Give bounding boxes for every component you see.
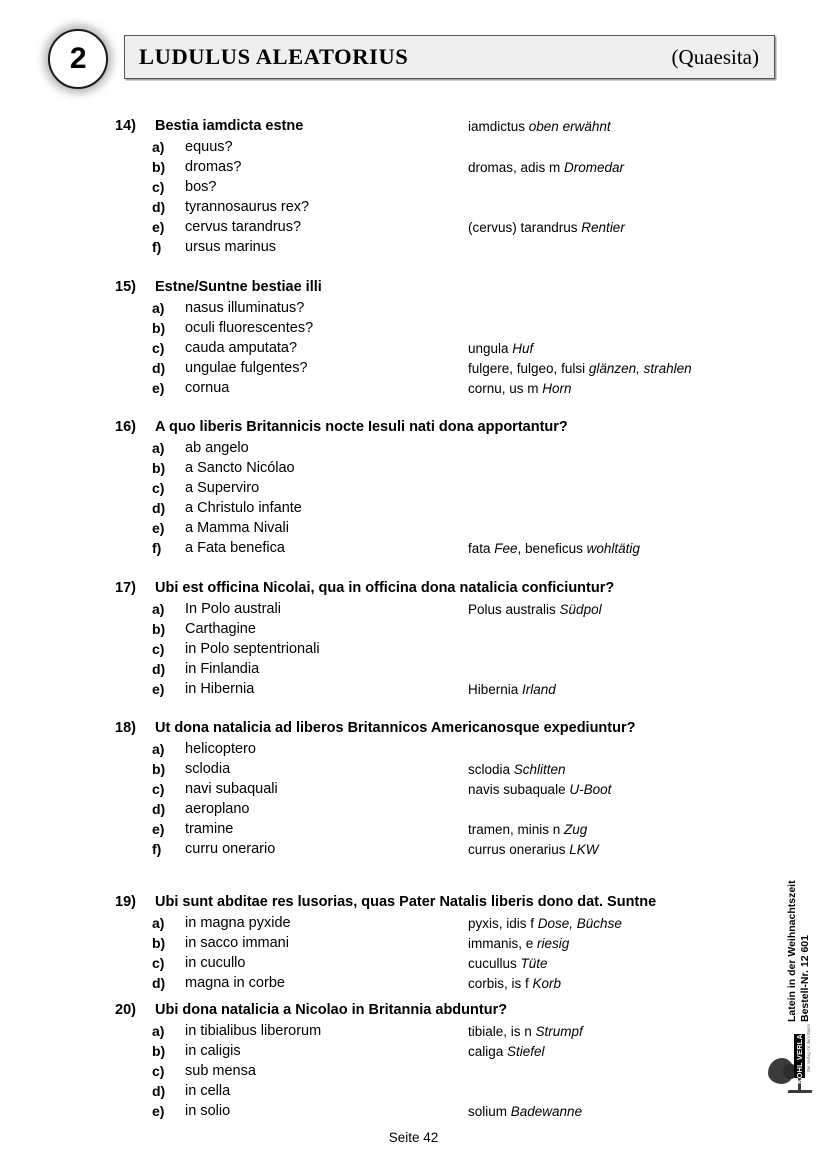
option-gloss: sclodia Schlitten	[468, 762, 566, 777]
option-text: equus?	[185, 139, 233, 155]
answer-option[interactable]	[0, 1083, 827, 1103]
option-letter: d)	[152, 801, 166, 817]
page-title: LUDULUS ALEATORIUS	[139, 44, 409, 69]
question-block	[0, 118, 827, 255]
question-number: 14)	[115, 118, 136, 134]
option-gloss: navis subaquale U-Boot	[468, 782, 612, 797]
answer-option[interactable]	[0, 320, 827, 340]
imprint-lines	[786, 872, 811, 1022]
option-text: cervus tarandrus?	[185, 219, 302, 235]
question-text: Ubi sunt abditae res lusorias, quas Pater Natalis liberis dono dat. Suntne	[155, 894, 657, 910]
question-text: Ut dona natalicia ad liberos Britannicos Americanosque expediuntur?	[155, 720, 636, 736]
imprint-title: Latein in der Weihnachtszeit	[786, 880, 798, 1022]
option-text: ungulae fulgentes?	[185, 360, 308, 376]
answer-option[interactable]	[0, 460, 827, 480]
question-number: 20)	[115, 1002, 136, 1018]
answer-option[interactable]	[0, 841, 827, 861]
option-letter: b)	[152, 935, 166, 951]
page-subtitle: (Quaesita)	[671, 44, 759, 69]
option-letter: b)	[152, 621, 166, 637]
question-number: 17)	[115, 580, 136, 596]
option-text: helicoptero	[185, 741, 256, 757]
option-letter: e)	[152, 520, 165, 536]
option-letter: c)	[152, 955, 165, 971]
chapter-badge	[48, 29, 108, 89]
option-letter: d)	[152, 199, 166, 215]
answer-option[interactable]	[0, 540, 827, 560]
option-text: aeroplano	[185, 801, 250, 817]
option-text: oculi fluorescentes?	[185, 320, 314, 336]
option-letter: c)	[152, 641, 165, 657]
answer-option[interactable]	[0, 681, 827, 701]
option-text: curru onerario	[185, 841, 276, 857]
option-text: in solio	[185, 1103, 231, 1119]
option-letter: e)	[152, 380, 165, 396]
answer-option[interactable]	[0, 641, 827, 661]
option-letter: f)	[152, 239, 162, 255]
margin-imprint	[786, 872, 820, 1022]
option-text: dromas?	[185, 159, 242, 175]
option-text: in Hibernia	[185, 681, 255, 697]
option-text: cornua	[185, 380, 230, 396]
option-text: Carthagine	[185, 621, 256, 637]
option-letter: a)	[152, 440, 165, 456]
answer-option[interactable]	[0, 480, 827, 500]
answer-option[interactable]	[0, 1103, 827, 1123]
question-number: 15)	[115, 279, 136, 295]
option-letter: a)	[152, 601, 165, 617]
option-gloss: Hibernia Irland	[468, 682, 556, 697]
option-text: nasus illuminatus?	[185, 300, 305, 316]
option-text: in magna pyxide	[185, 915, 291, 931]
option-text: navi subaquali	[185, 781, 278, 797]
option-text: bos?	[185, 179, 217, 195]
option-text: in sacco immani	[185, 935, 289, 951]
option-letter: b)	[152, 159, 166, 175]
option-gloss: Polus australis Südpol	[468, 602, 602, 617]
question-block	[0, 580, 827, 697]
option-text: in Polo septentrionali	[185, 641, 320, 657]
option-letter: f)	[152, 540, 162, 556]
option-text: tramine	[185, 821, 234, 837]
option-text: a Christulo infante	[185, 500, 302, 516]
answer-option[interactable]	[0, 821, 827, 841]
option-text: in cucullo	[185, 955, 246, 971]
question-gloss: iamdictus oben erwähnt	[468, 119, 611, 134]
option-letter: b)	[152, 320, 166, 336]
option-letter: a)	[152, 915, 165, 931]
question-text: Ubi est officina Nicolai, qua in officina dona natalicia conficiuntur?	[155, 580, 615, 596]
option-letter: b)	[152, 761, 166, 777]
question-block	[0, 419, 827, 556]
question-text: Bestia iamdicta estne	[155, 118, 304, 134]
answer-option[interactable]	[0, 1023, 827, 1043]
option-letter: d)	[152, 500, 166, 516]
question-text: Ubi dona natalicia a Nicolao in Britannia abduntur?	[155, 1002, 508, 1018]
option-letter: c)	[152, 480, 165, 496]
option-gloss: tramen, minis n Zug	[468, 822, 588, 837]
option-text: ab angelo	[185, 440, 249, 456]
question-number: 18)	[115, 720, 136, 736]
option-text: In Polo australi	[185, 601, 281, 617]
answer-option[interactable]	[0, 975, 827, 995]
option-letter: c)	[152, 781, 165, 797]
option-letter: b)	[152, 460, 166, 476]
answer-option[interactable]	[0, 781, 827, 801]
option-letter: c)	[152, 179, 165, 195]
option-gloss: cucullus Tüte	[468, 956, 548, 971]
question-heading	[0, 894, 827, 914]
option-letter: e)	[152, 219, 165, 235]
question-block	[0, 720, 827, 857]
answer-option[interactable]	[0, 801, 827, 821]
option-text: a Superviro	[185, 480, 260, 496]
option-text: ursus marinus	[185, 239, 277, 255]
option-gloss: caliga Stiefel	[468, 1044, 545, 1059]
question-text: A quo liberis Britannicis nocte Iesuli nati dona apportantur?	[155, 419, 568, 435]
option-gloss: fulgere, fulgeo, fulsi glänzen, strahlen	[468, 361, 692, 376]
page-number-label: Seite 42	[388, 1130, 439, 1145]
option-letter: e)	[152, 1103, 165, 1119]
page-header	[0, 0, 827, 105]
option-letter: d)	[152, 975, 166, 991]
publisher-logo	[768, 1024, 822, 1094]
option-text: a Mamma Nivali	[185, 520, 289, 536]
chapter-number: 2	[69, 42, 87, 75]
page-footer	[0, 1130, 827, 1145]
option-letter: a)	[152, 741, 165, 757]
answer-option[interactable]	[0, 179, 827, 199]
option-gloss: corbis, is f Korb	[468, 976, 562, 991]
option-gloss: (cervus) tarandrus Rentier	[468, 220, 625, 235]
option-letter: f)	[152, 841, 162, 857]
option-gloss: immanis, e riesig	[468, 936, 570, 951]
option-letter: a)	[152, 1023, 165, 1039]
answer-option[interactable]	[0, 520, 827, 540]
option-text: a Fata benefica	[185, 540, 285, 556]
question-heading	[0, 580, 827, 600]
answer-option[interactable]	[0, 761, 827, 781]
option-gloss: cornu, us m Horn	[468, 381, 572, 396]
option-letter: c)	[152, 1063, 165, 1079]
option-gloss: tibiale, is n Strumpf	[468, 1024, 583, 1039]
option-letter: e)	[152, 681, 165, 697]
answer-option[interactable]	[0, 661, 827, 681]
option-letter: d)	[152, 360, 166, 376]
answer-option[interactable]	[0, 380, 827, 400]
option-gloss: fata Fee, beneficus wohltätig	[468, 541, 640, 556]
answer-option[interactable]	[0, 935, 827, 955]
answer-option[interactable]	[0, 741, 827, 761]
answer-option[interactable]	[0, 340, 827, 360]
question-heading	[0, 118, 827, 138]
option-text: a Sancto Nicólao	[185, 460, 295, 476]
answer-option[interactable]	[0, 1043, 827, 1063]
option-letter: a)	[152, 139, 165, 155]
question-number: 19)	[115, 894, 136, 910]
answer-option[interactable]	[0, 601, 827, 621]
option-gloss: dromas, adis m Dromedar	[468, 160, 625, 175]
tree-base-icon	[788, 1090, 813, 1093]
option-gloss: solium Badewanne	[468, 1104, 583, 1119]
option-letter: a)	[152, 300, 165, 316]
answer-option[interactable]	[0, 621, 827, 641]
option-text: in tibialibus liberorum	[185, 1023, 322, 1039]
publisher-name: KOHL VERLAG	[795, 1028, 804, 1084]
answer-option[interactable]	[0, 219, 827, 239]
option-gloss: pyxis, idis f Dose, Büchse	[468, 916, 622, 931]
title-bar	[124, 35, 775, 79]
option-text: magna in corbe	[185, 975, 285, 991]
question-heading	[0, 720, 827, 740]
answer-option[interactable]	[0, 159, 827, 179]
option-letter: c)	[152, 340, 165, 356]
option-letter: e)	[152, 821, 165, 837]
publisher-tagline: Der Verlag mit dem Baum	[806, 1024, 811, 1072]
option-text: tyrannosaurus rex?	[185, 199, 310, 215]
option-text: cauda amputata?	[185, 340, 298, 356]
question-heading	[0, 1002, 827, 1022]
question-block	[0, 279, 827, 396]
option-letter: d)	[152, 661, 166, 677]
answer-option[interactable]	[0, 199, 827, 219]
answer-option[interactable]	[0, 440, 827, 460]
option-text: in caligis	[185, 1043, 241, 1059]
option-letter: b)	[152, 1043, 166, 1059]
question-heading	[0, 279, 827, 299]
option-letter: d)	[152, 1083, 166, 1099]
answer-option[interactable]	[0, 955, 827, 975]
answer-option[interactable]	[0, 1063, 827, 1083]
option-gloss: currus onerarius LKW	[468, 842, 599, 857]
question-text: Estne/Suntne bestiae illi	[155, 279, 322, 295]
option-gloss: ungula Huf	[468, 341, 534, 356]
question-number: 16)	[115, 419, 136, 435]
answer-option[interactable]	[0, 500, 827, 520]
option-text: in cella	[185, 1083, 231, 1099]
answer-option[interactable]	[0, 139, 827, 159]
answer-option[interactable]	[0, 360, 827, 380]
question-heading	[0, 419, 827, 439]
imprint-order-number: Bestell-Nr. 12 601	[798, 935, 811, 1022]
answer-option[interactable]	[0, 239, 827, 259]
answer-option[interactable]	[0, 915, 827, 935]
answer-option[interactable]	[0, 300, 827, 320]
publisher-name-box	[794, 1028, 805, 1084]
option-text: sclodia	[185, 761, 231, 777]
option-text: sub mensa	[185, 1063, 256, 1079]
option-text: in Finlandia	[185, 661, 260, 677]
